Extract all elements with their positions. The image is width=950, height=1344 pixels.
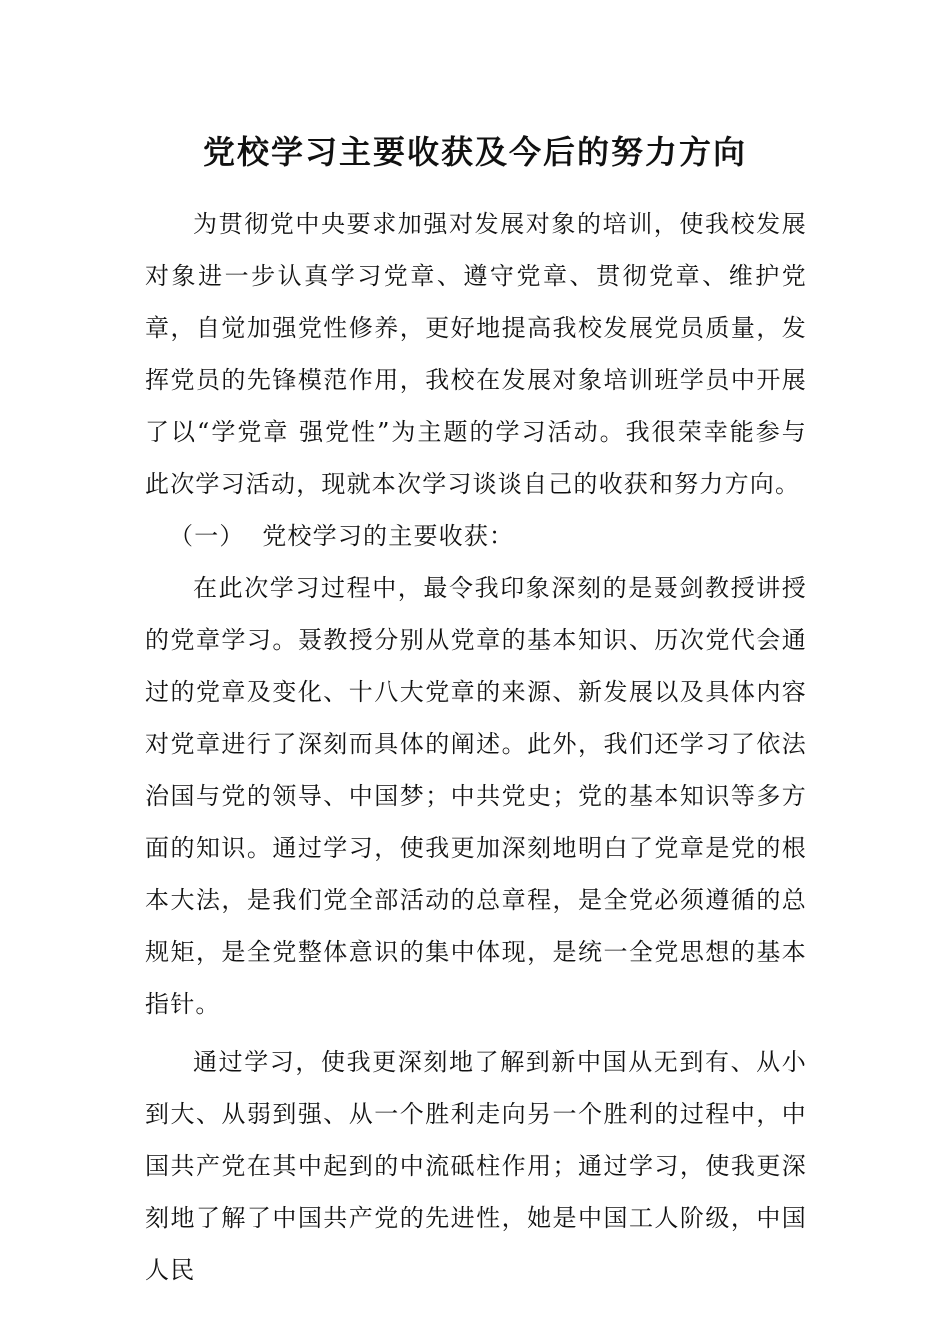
body-paragraph: 在此次学习过程中，最令我印象深刻的是聂剑教授讲授的党章学习。聂教授分别从党章的基本知识、历次党代会通过的党章及变化、十八大党章的来源、新发展以及具体内容对党章进行了深刻而具体的阐述。此外，我们还学习了依法治国与党的领导、中国梦；中共党史；党的基本知识等多方面的知识。通过学习，使我更加深刻地明白了党章是党的根本大法，是我们党全部活动的总章程，是全党必须遵循的总规矩，是全党整体意识的集中体现，是统一全党思想的基本指针。 xyxy=(145,574,807,1018)
document-body xyxy=(145,198,807,1296)
document-title: 党校学习主要收获及今后的努力方向 xyxy=(202,133,747,171)
section-heading: （一） 党校学习的主要收获： xyxy=(169,522,515,550)
intro-paragraph: 为贯彻党中央要求加强对发展对象的培训，使我校发展对象进一步认真学习党章、遵守党章、贯彻党章、维护党章，自觉加强党性修养，更好地提高我校发展党员质量，发挥党员的先锋模范作用，我校在发展对象培训班学员中开展了以“学党章 强党性”为主题的学习活动。我很荣幸能参与此次学习活动，现就本次学习谈谈自己的收获和努力方向。 xyxy=(145,210,807,498)
body-paragraph: 通过学习，使我更深刻地了解到新中国从无到有、从小到大、从弱到强、从一个胜利走向另一个胜利的过程中，中国共产党在其中起到的中流砥柱作用；通过学习，使我更深刻地了解了中国共产党的先进性，她是中国工人阶级，中国人民 xyxy=(145,1048,807,1284)
